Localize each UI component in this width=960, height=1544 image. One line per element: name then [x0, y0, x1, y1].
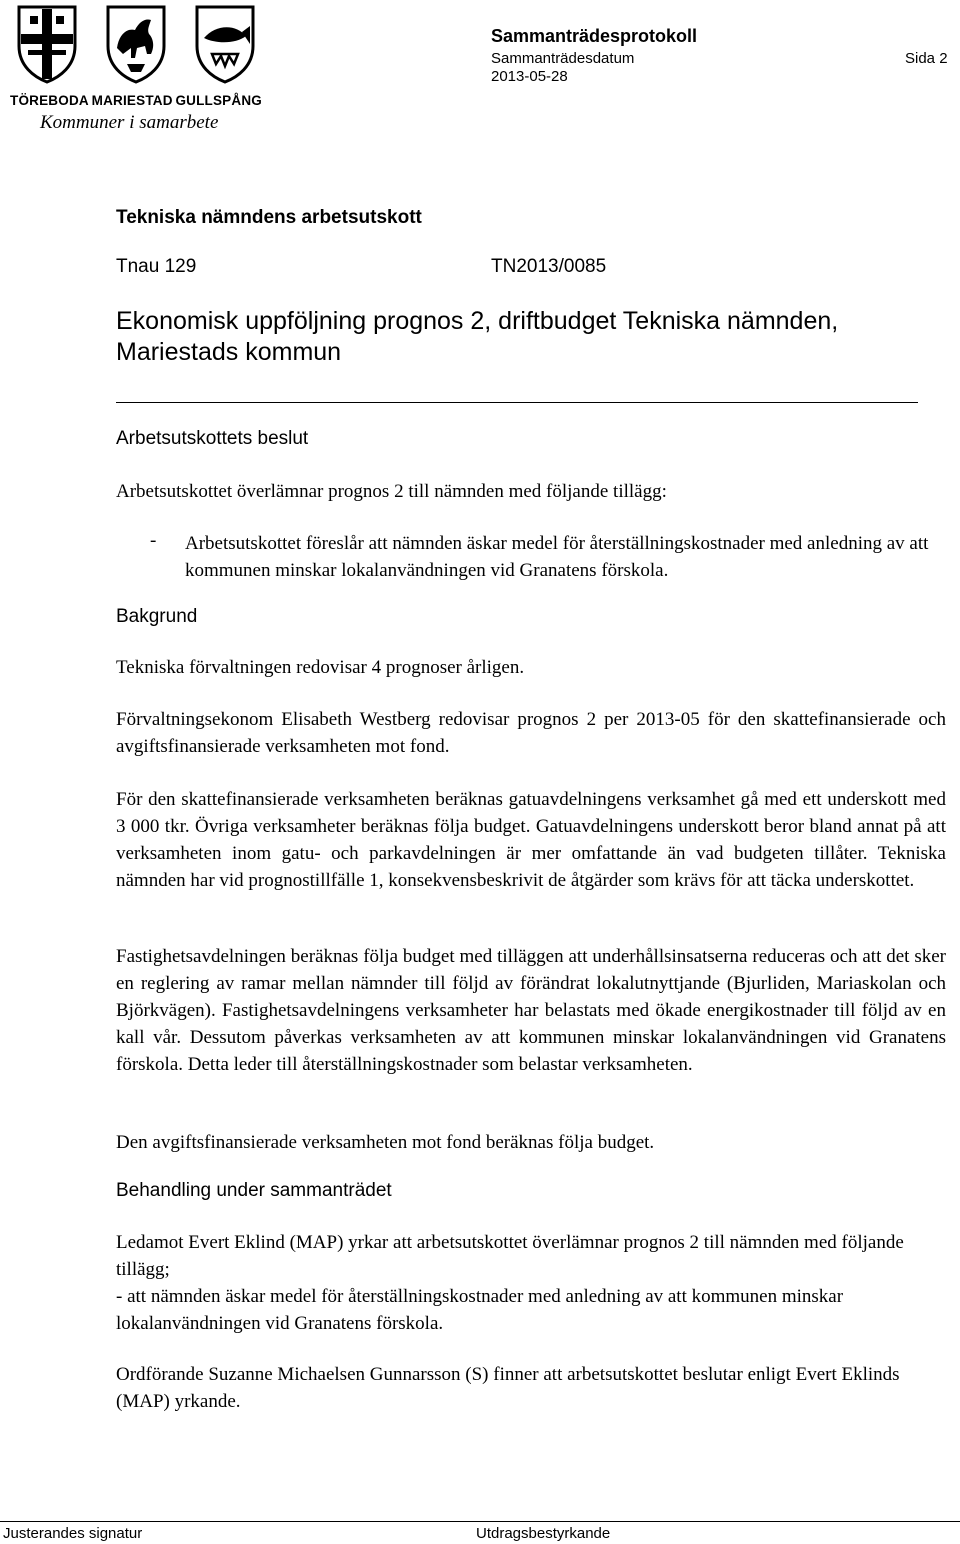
page-title: Ekonomisk uppföljning prognos 2, driftbudget Tekniska nämnden, Mariestads kommun	[116, 307, 839, 366]
background-paragraph: För den skattefinansierade verksamheten beräknas gatuavdelningens verksamhet gå med ett underskott med 3 000 tkr. Övriga verksamheter beräknas följa budget. Gatuavdelningens underskott beror bland annat på att verksamheten inom gatu- och parkavdelningen är mer omfattande än vad budgeten tillåter. Tekniska nämnden har vid prognostillfälle 1, konsekvensbeskrivit de åtgärder som krävs för att täcka underskottet.	[116, 789, 946, 891]
page-number: Sida 2	[905, 50, 948, 67]
proceedings-paragraph: Ordförande Suzanne Michaelsen Gunnarsson (S) finner att arbetsutskottet beslutar enligt Evert Eklinds (MAP) yrkande.	[116, 1364, 900, 1412]
meeting-date-label: Sammanträdesdatum	[491, 50, 635, 67]
motion-addition: - att nämnden äskar medel för återställningskostnader med anledning av att kommunen minskar lokalanvändningen vid Granatens förskola.	[116, 1286, 844, 1334]
municipality-toreboda: TÖREBODA	[10, 93, 89, 108]
gullspang-crest-icon	[194, 4, 256, 84]
motion-text: Ledamot Evert Eklind (MAP) yrkar att arbetsutskottet överlämnar prognos 2 till nämnden med följande tillägg;	[116, 1232, 904, 1280]
decision-intro: Arbetsutskottet överlämnar prognos 2 till nämnden med följande tillägg:	[116, 481, 667, 502]
proceedings-paragraph	[116, 1229, 946, 1337]
municipality-names	[10, 93, 262, 108]
background-paragraph: Tekniska förvaltningen redovisar 4 prognoser årligen.	[116, 657, 525, 678]
background-paragraph: Fastighetsavdelningen beräknas följa budget med tilläggen att underhållsinsatserna reduceras och att det sker en reglering av ramar mellan nämnder till följd av förändrat lokalutnyttjande (Bjurliden, Mariaskolan och Björkvägen). Fastighetsavdelningens verksamheter har belastats med ökade energikostnader till följd av en kall vår. Dessutom påverkas verksamheten av att kommunen minskar lokalanvändningen vid Granatens förskola. Detta leder till återställningskostnader som belastar verksamheten.	[116, 946, 946, 1075]
section-heading-decision: Arbetsutskottets beslut	[116, 428, 309, 449]
bullet-marker: -	[150, 530, 157, 551]
case-id: Tnau 129	[116, 256, 197, 277]
mariestad-crest-icon	[105, 4, 167, 84]
municipality-mariestad: MARIESTAD	[91, 93, 173, 108]
footer-certification-label: Utdragsbestyrkande	[476, 1525, 611, 1542]
toreboda-crest-icon	[16, 4, 78, 84]
background-paragraph: Den avgiftsfinansierade verksamheten mot fond beräknas följa budget.	[116, 1132, 655, 1153]
section-heading-proceedings: Behandling under sammanträdet	[116, 1180, 392, 1201]
logo-tagline: Kommuner i samarbete	[40, 112, 219, 133]
meeting-date: 2013-05-28	[491, 68, 568, 85]
background-paragraph: Förvaltningsekonom Elisabeth Westberg redovisar prognos 2 per 2013-05 för den skattefinansierade och avgiftsfinansierade verksamheten mot fond.	[116, 709, 946, 757]
title-divider	[116, 402, 918, 403]
decision-bullet-item: Arbetsutskottet föreslår att nämnden äskar medel för återställningskostnader med anledning av att kommunen minskar lokalanvändningen vid Granatens förskola.	[185, 533, 929, 581]
municipality-gullspang: GULLSPÅNG	[175, 93, 262, 108]
section-heading-background: Bakgrund	[116, 606, 198, 627]
footer-signature-label: Justerandes signatur	[3, 1525, 143, 1542]
document-type-title: Sammanträdesprotokoll	[491, 26, 698, 46]
case-number: TN2013/0085	[491, 256, 607, 277]
footer-divider	[0, 1521, 960, 1522]
municipal-logo	[10, 4, 262, 132]
committee-name: Tekniska nämndens arbetsutskott	[116, 207, 422, 228]
